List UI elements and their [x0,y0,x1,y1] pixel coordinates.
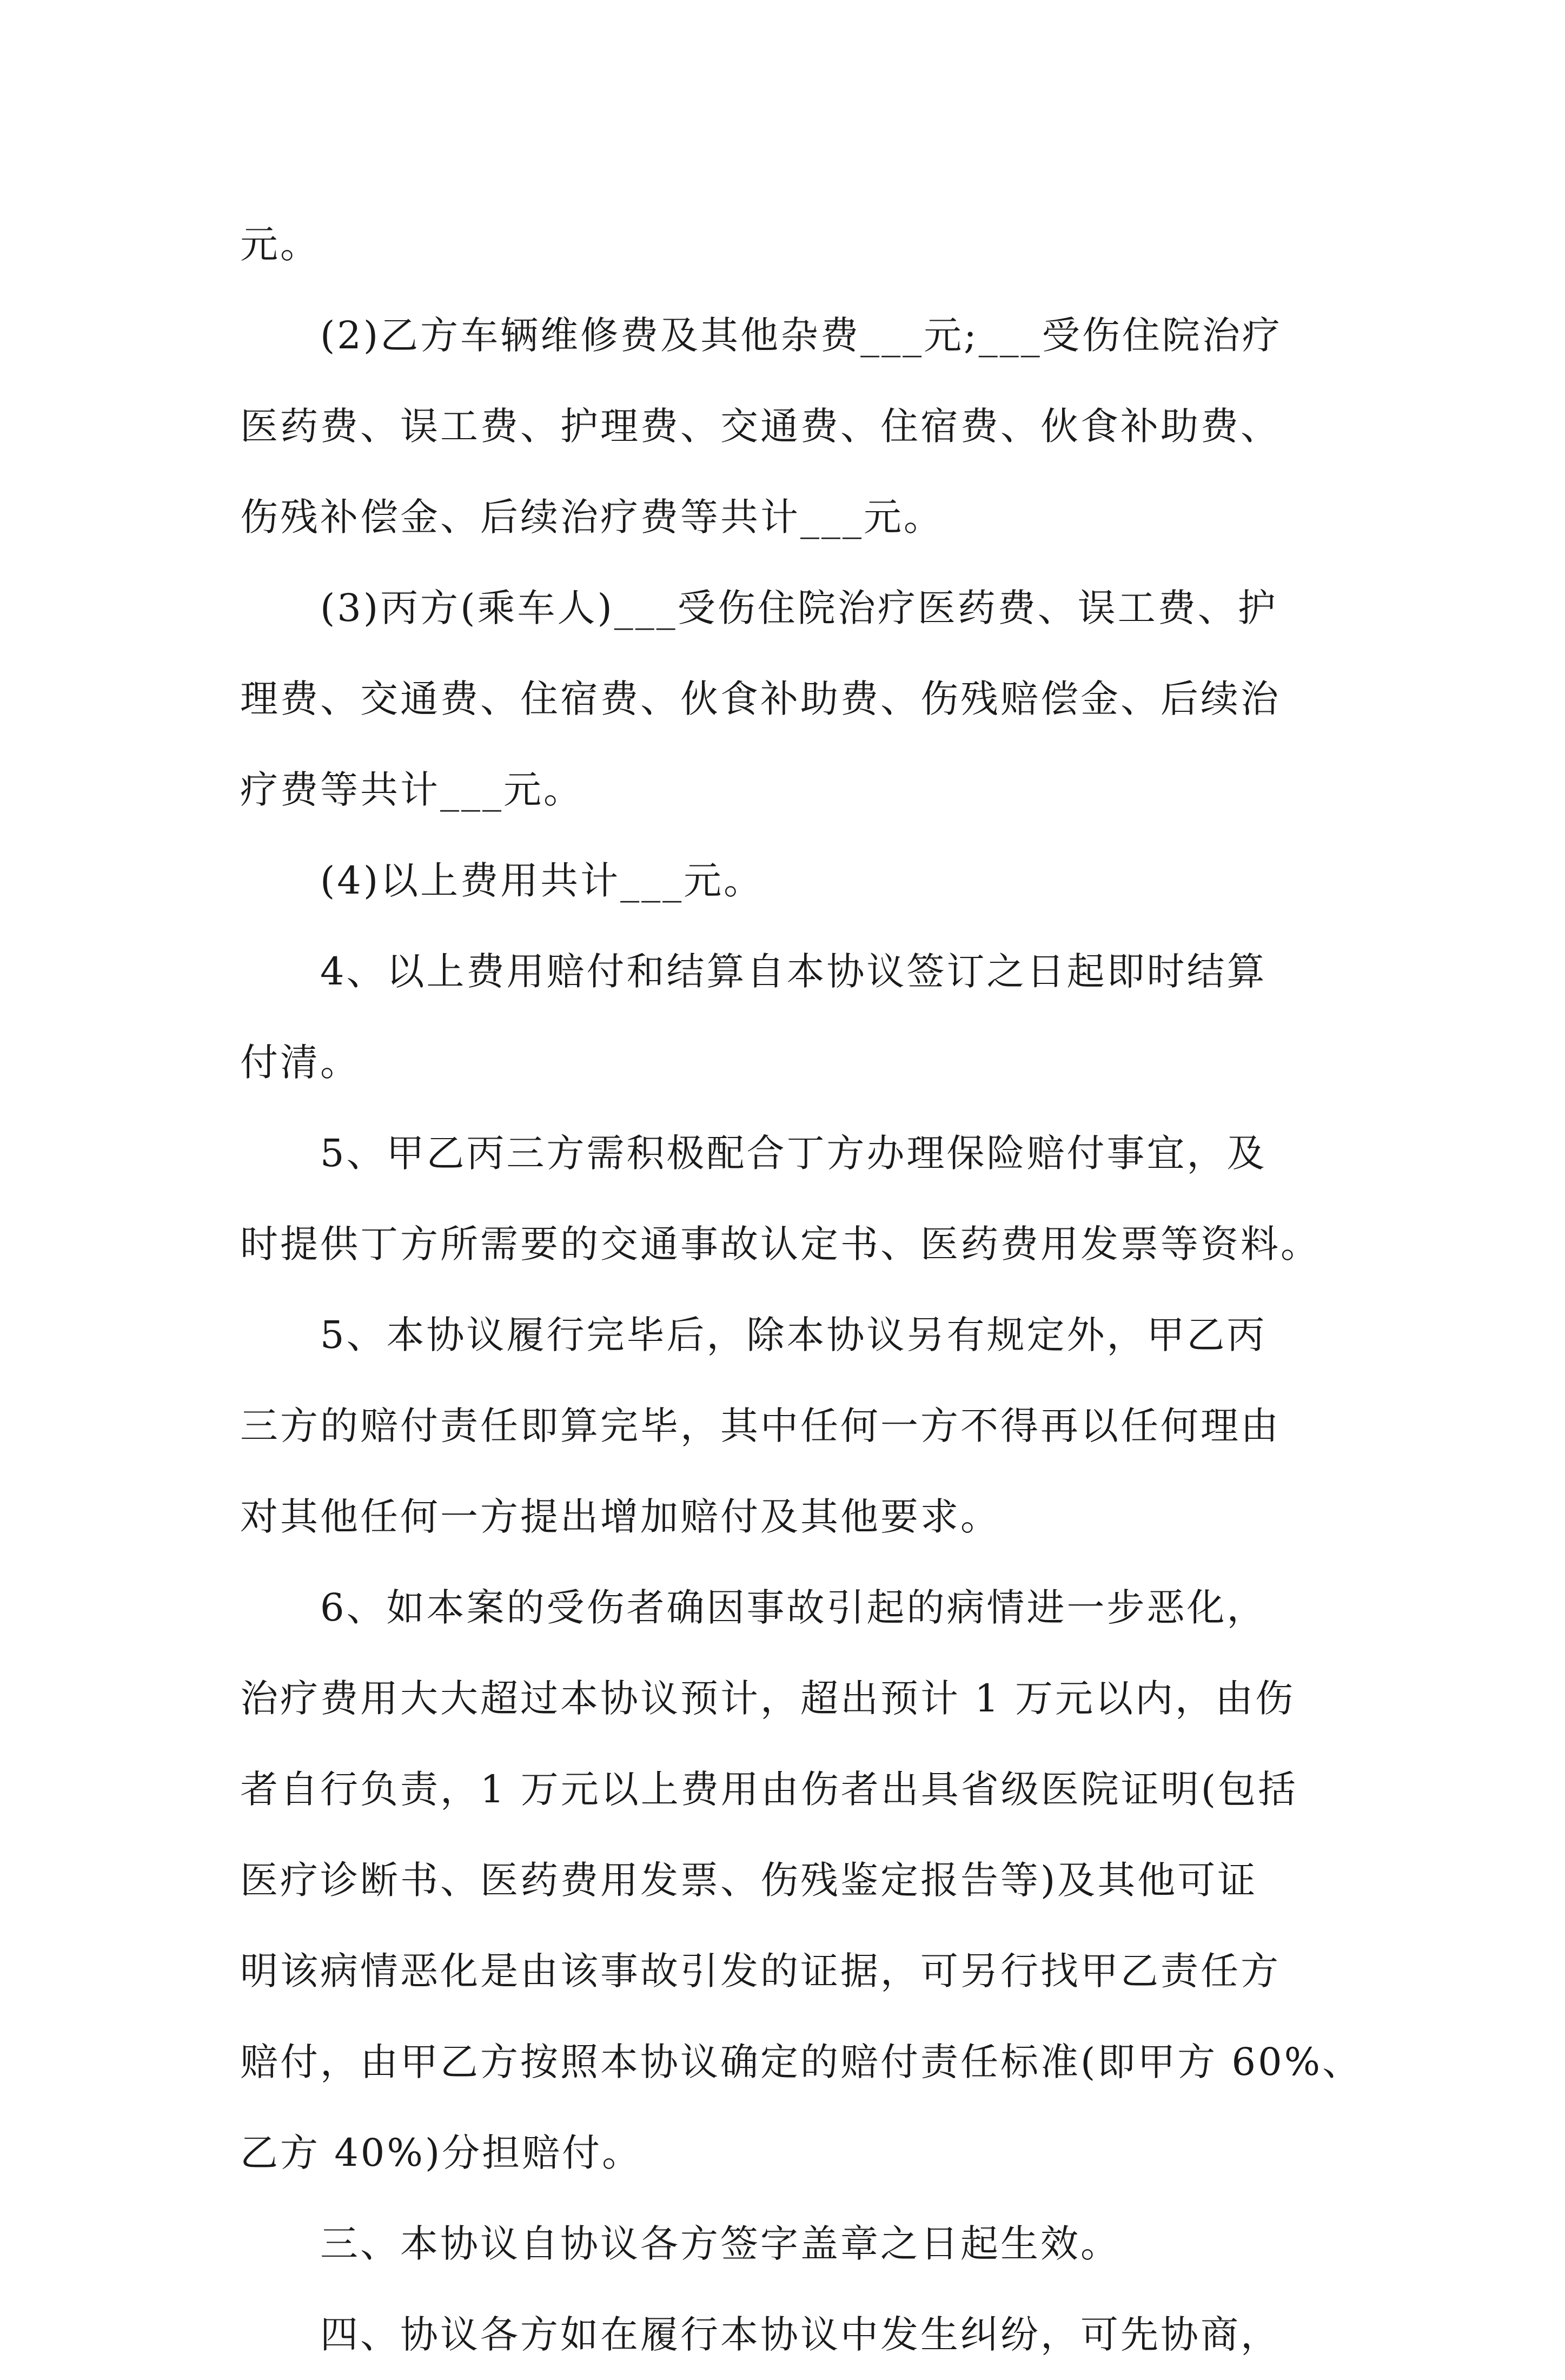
text-line: 赔付，由甲乙方按照本协议确定的赔付责任标准(即甲方 60%、 [240,2040,1363,2084]
text-line: 医药费、误工费、护理费、交通费、住宿费、伙食补助费、 [240,404,1281,448]
text-line: 明该病情恶化是由该事故引发的证据，可另行找甲乙责任方 [240,1949,1281,1993]
text-line: (4)以上费用共计___元。 [320,858,764,903]
text-line: 对其他任何一方提出增加赔付及其他要求。 [240,1495,1000,1539]
text-line: 付清。 [240,1040,360,1085]
text-line: 医疗诊断书、医药费用发票、伤残鉴定报告等)及其他可证 [240,1858,1258,1902]
text-line: 三方的赔付责任即算完毕，其中任何一方不得再以任何理由 [240,1404,1281,1448]
document-body [240,199,1363,2380]
text-line: 四、协议各方如在履行本协议中发生纠纷，可先协商， [320,2312,1281,2357]
text-line: 4、以上费用赔付和结算自本协议签订之日起即时结算 [320,949,1267,994]
text-line: 5、甲乙丙三方需积极配合丁方办理保险赔付事宜，及 [320,1131,1267,1175]
text-line: 治疗费用大大超过本协议预计，超出预计 1 万元以内，由伤 [240,1676,1296,1721]
text-line: 元。 [240,222,320,267]
text-line: 5、本协议履行完毕后，除本协议另有规定外，甲乙丙 [320,1313,1267,1357]
text-line: (2)乙方车辆维修费及其他杂费___元;___受伤住院治疗 [320,313,1282,358]
text-line: 理费、交通费、住宿费、伙食补助费、伤残赔偿金、后续治 [240,677,1281,721]
text-line: 时提供丁方所需要的交通事故认定书、医药费用发票等资料。 [240,1222,1321,1266]
text-line: (3)丙方(乘车人)___受伤住院治疗医药费、误工费、护 [320,586,1278,630]
text-line: 乙方 40%)分担赔付。 [240,2131,642,2175]
text-line: 伤残补偿金、后续治疗费等共计___元。 [240,495,944,539]
text-line: 疗费等共计___元。 [240,768,583,812]
text-line: 6、如本案的受伤者确因事故引起的病情进一步恶化， [320,1585,1267,1630]
text-line: 三、本协议自协议各方签字盖章之日起生效。 [320,2222,1120,2266]
text-line: 者自行负责，1 万元以上费用由伤者出具省级医院证明(包括 [240,1767,1298,1812]
